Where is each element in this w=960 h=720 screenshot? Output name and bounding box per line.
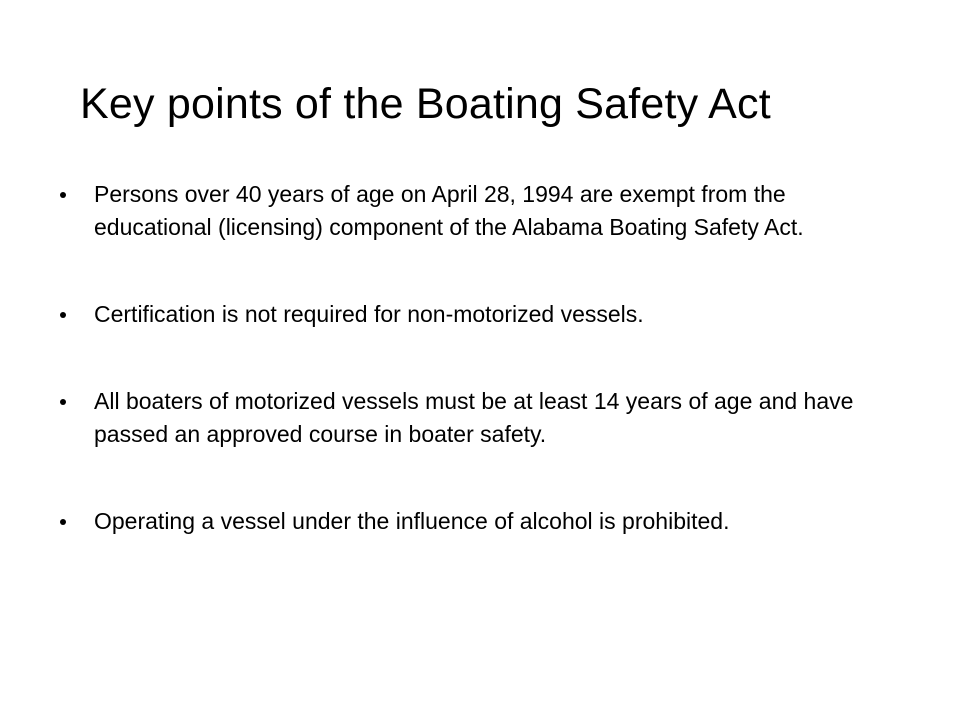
bullet-item <box>60 385 900 451</box>
bullet-icon <box>60 312 66 318</box>
bullet-item <box>60 298 900 331</box>
bullet-text: Persons over 40 years of age on April 28, 1994 are exempt from the educational (licensing) component of the Alabama Boating Safety Act. <box>94 181 804 240</box>
bullet-icon <box>60 519 66 525</box>
bullet-text: All boaters of motorized vessels must be at least 14 years of age and have passed an approved course in boater safety. <box>94 388 854 447</box>
bullet-item <box>60 178 900 244</box>
slide-title: Key points of the Boating Safety Act <box>80 80 771 128</box>
bullet-icon <box>60 399 66 405</box>
bullet-item <box>60 505 900 538</box>
bullet-icon <box>60 192 66 198</box>
bullet-list <box>60 178 900 538</box>
bullet-text: Certification is not required for non-motorized vessels. <box>94 301 644 327</box>
bullet-text: Operating a vessel under the influence of alcohol is prohibited. <box>94 508 730 534</box>
